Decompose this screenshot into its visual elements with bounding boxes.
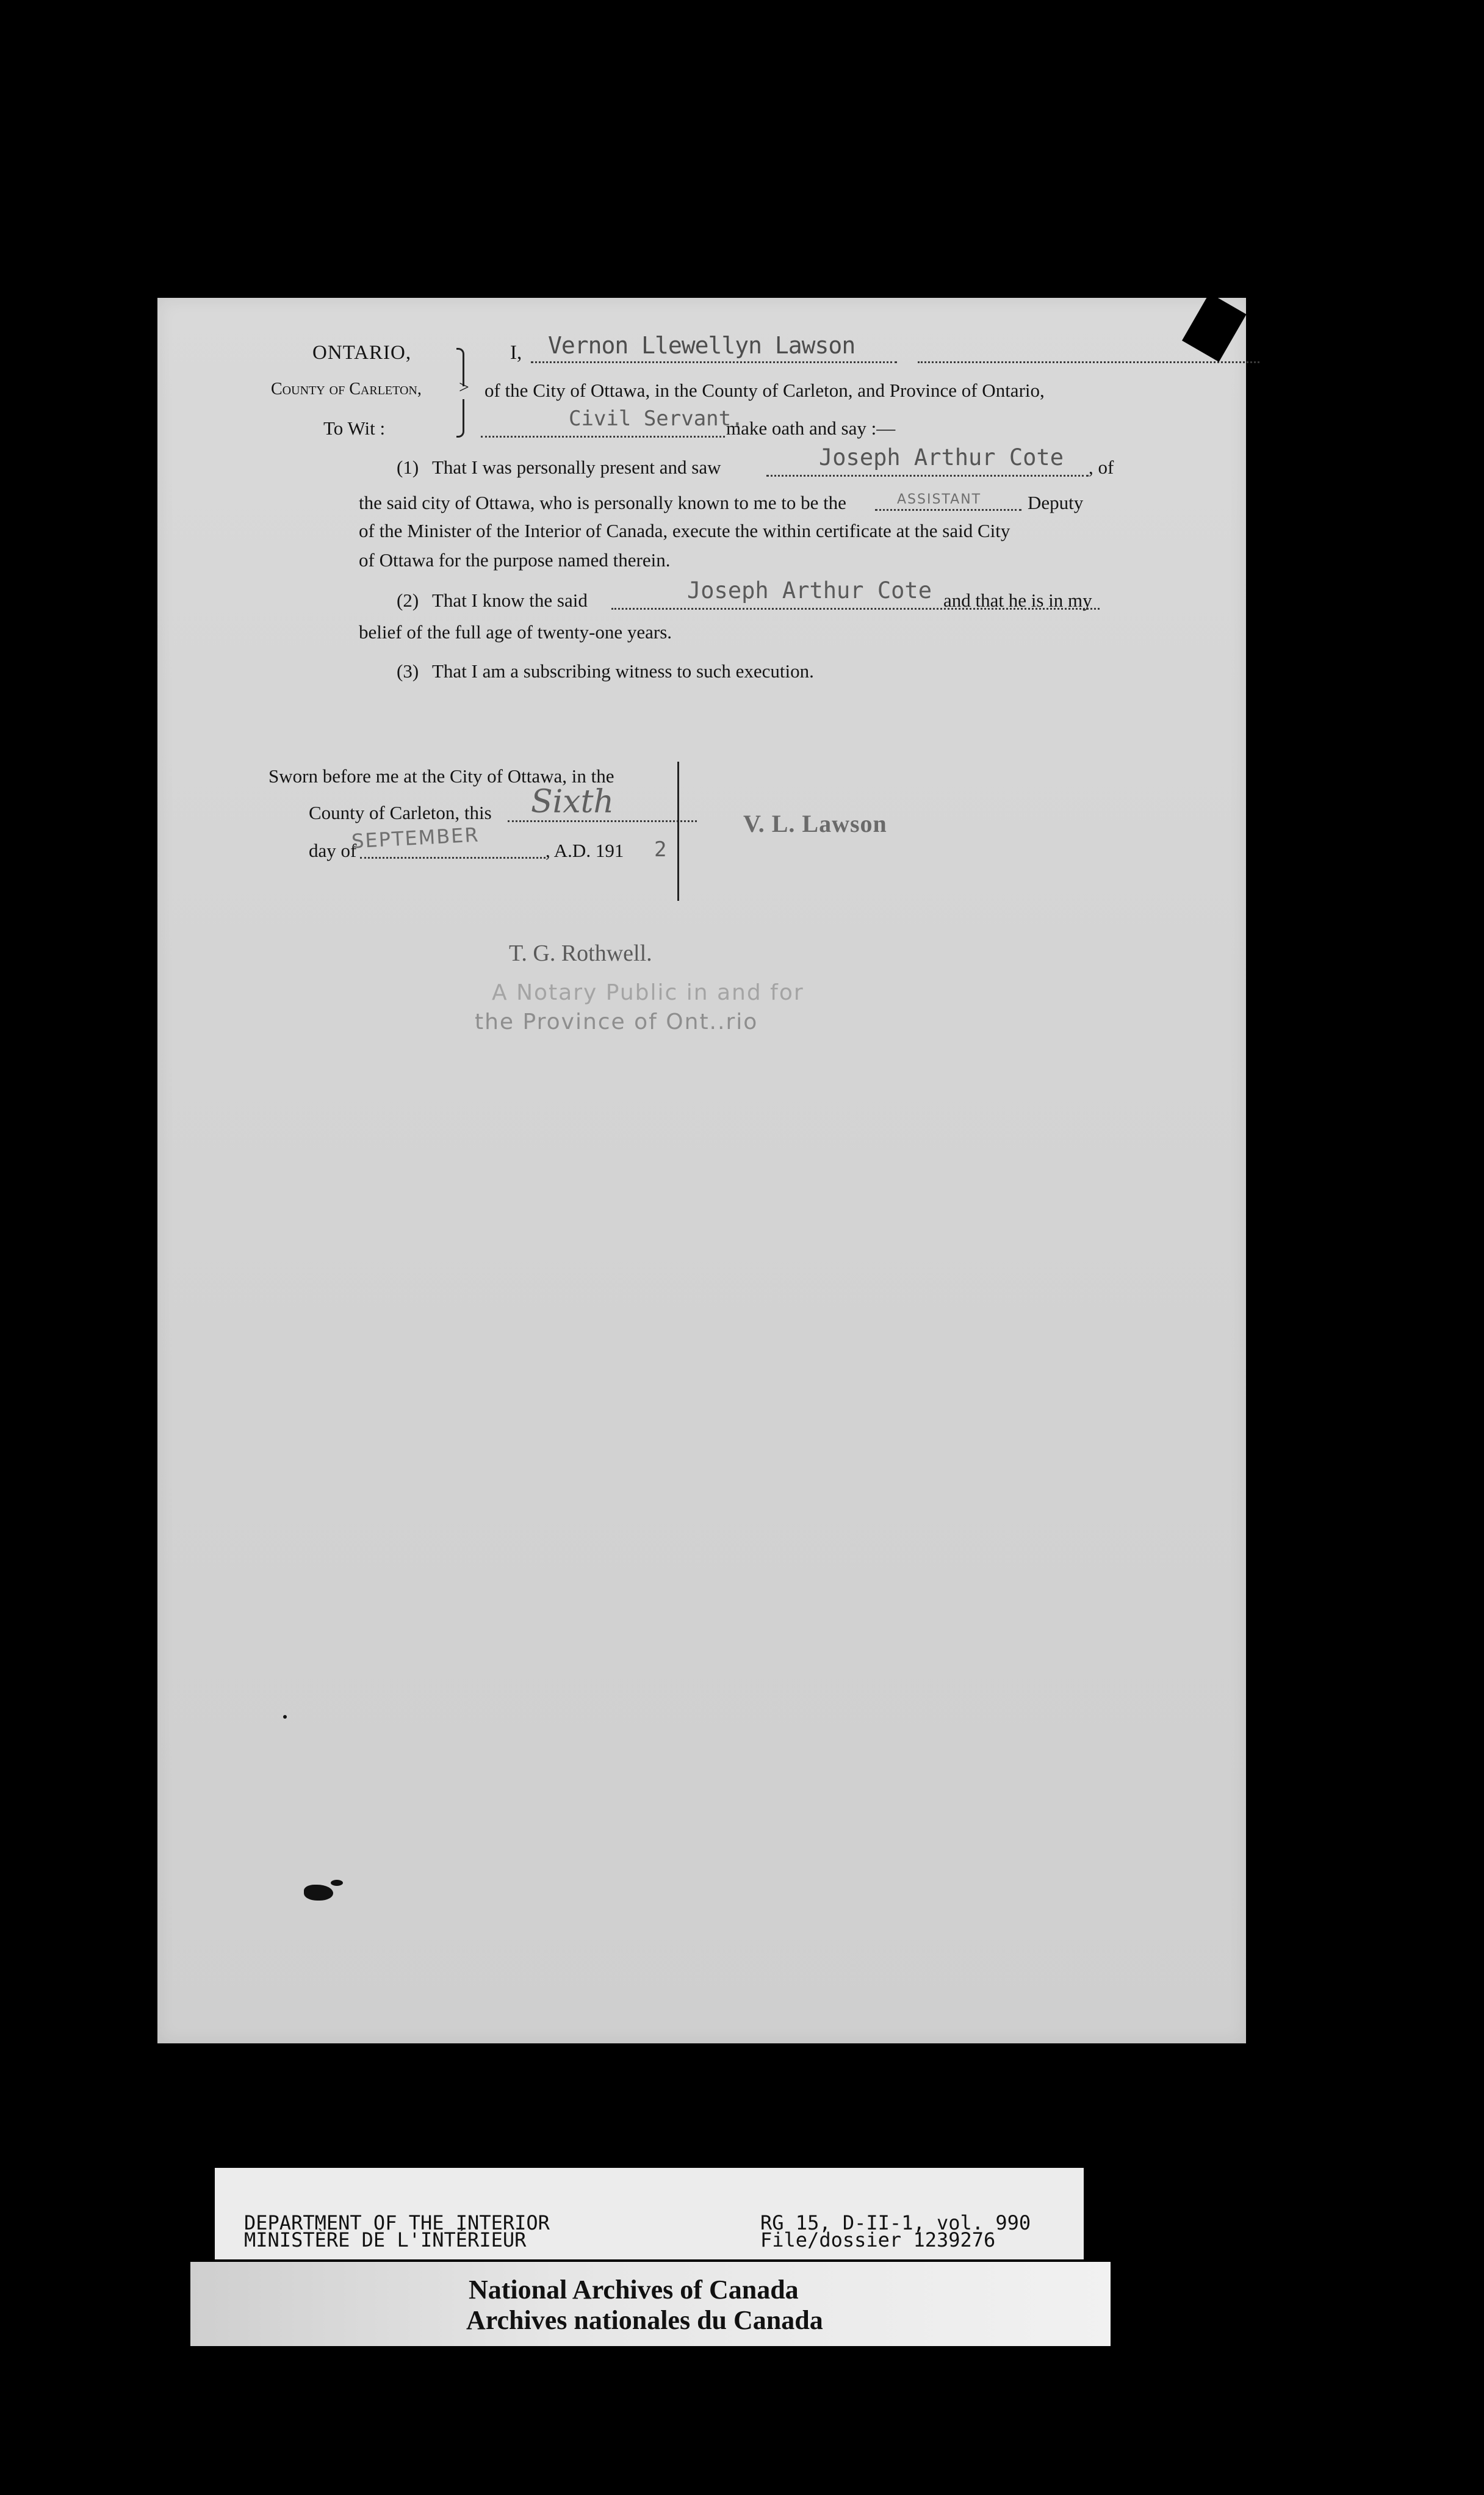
deponent-name-line-2 — [918, 361, 1259, 363]
jurat-brace — [677, 762, 679, 901]
dept-fr: MINISTÈRE DE L'INTÉRIEUR — [244, 2228, 527, 2251]
para2-number: (2) — [397, 590, 419, 611]
para3-text: That I am a subscribing witness to such execution. — [432, 660, 814, 682]
jurat-line2: County of Carleton, this — [309, 802, 492, 823]
para2-line1: That I know the said — [432, 590, 588, 611]
archive-name-en: National Archives of Canada — [469, 2275, 799, 2305]
day-line — [508, 820, 697, 822]
brace-point: > — [459, 377, 469, 397]
assistant-stamp: ASSISTANT — [897, 492, 982, 507]
para3-number: (3) — [397, 660, 419, 682]
para1-line4: of Ottawa for the purpose named therein. — [359, 549, 671, 571]
ink-speck — [283, 1715, 287, 1719]
file-reference: File/dossier 1239276 — [760, 2228, 996, 2251]
jurat-line1: Sworn before me at the City of Ottawa, in the — [268, 765, 614, 787]
notary-signature: T. G. Rothwell. — [509, 941, 652, 966]
day-handwritten: Sixth — [531, 784, 614, 820]
archive-name-label — [190, 2262, 1111, 2346]
intro-line-2: of the City of Ottawa, in the County of Carleton, and Province of Ontario, — [484, 380, 1045, 401]
jurat-year: , A.D. 191 — [546, 840, 624, 861]
para1-line1-suffix: , of — [1089, 457, 1114, 478]
intro-i: I, — [510, 342, 522, 364]
para1-person: Joseph Arthur Cote — [819, 444, 1064, 471]
ink-blot-tail — [331, 1880, 343, 1886]
month-line — [360, 857, 546, 859]
para2-person: Joseph Arthur Cote — [687, 577, 932, 604]
deponent-signature: V. L. Lawson — [743, 810, 887, 837]
jurat-line3: day of — [309, 840, 357, 861]
occupation: Civil Servant. — [569, 406, 744, 431]
notary-stamp-line2: the Province of Ont..rio — [475, 1009, 758, 1034]
archive-reference-label — [215, 2168, 1084, 2259]
para1-line2-suffix: Deputy — [1028, 492, 1084, 513]
occupation-line — [481, 436, 725, 438]
county-label: County of Carleton, — [271, 380, 422, 399]
para1-number: (1) — [397, 457, 419, 478]
para1-line3: of the Minister of the Interior of Canada, execute the within certificate at the said City — [359, 520, 1010, 541]
para2-line1-suffix: and that he is in my — [943, 590, 1092, 611]
para1-person-line — [766, 475, 1089, 477]
dept-en: DEPARTMENT OF THE INTERIOR — [244, 2211, 550, 2234]
para1-stamp-line — [875, 509, 1021, 511]
ink-blot — [304, 1885, 333, 1901]
archive-name-fr: Archives nationales du Canada — [466, 2305, 823, 2335]
para1-line2: the said city of Ottawa, who is personally known to me to be the — [359, 492, 846, 513]
rg-reference: RG 15, D-II-1, vol. 990 — [760, 2211, 1031, 2234]
province-label: ONTARIO, — [312, 342, 412, 364]
jurat-year-digit: 2 — [654, 837, 667, 862]
make-oath: make oath and say :— — [726, 417, 896, 439]
deponent-name-line — [531, 361, 897, 363]
para1-line1: That I was personally present and saw — [432, 457, 721, 478]
para2-line2: belief of the full age of twenty-one years. — [359, 621, 672, 643]
to-wit-label: To Wit : — [323, 417, 386, 439]
document-page — [157, 298, 1246, 2043]
notary-stamp-line1: A Notary Public in and for — [492, 980, 804, 1005]
month-stamp: SEPTEMBER — [351, 823, 480, 853]
deponent-name: Vernon Llewellyn Lawson — [548, 332, 855, 359]
header-brace-lower — [456, 399, 464, 438]
